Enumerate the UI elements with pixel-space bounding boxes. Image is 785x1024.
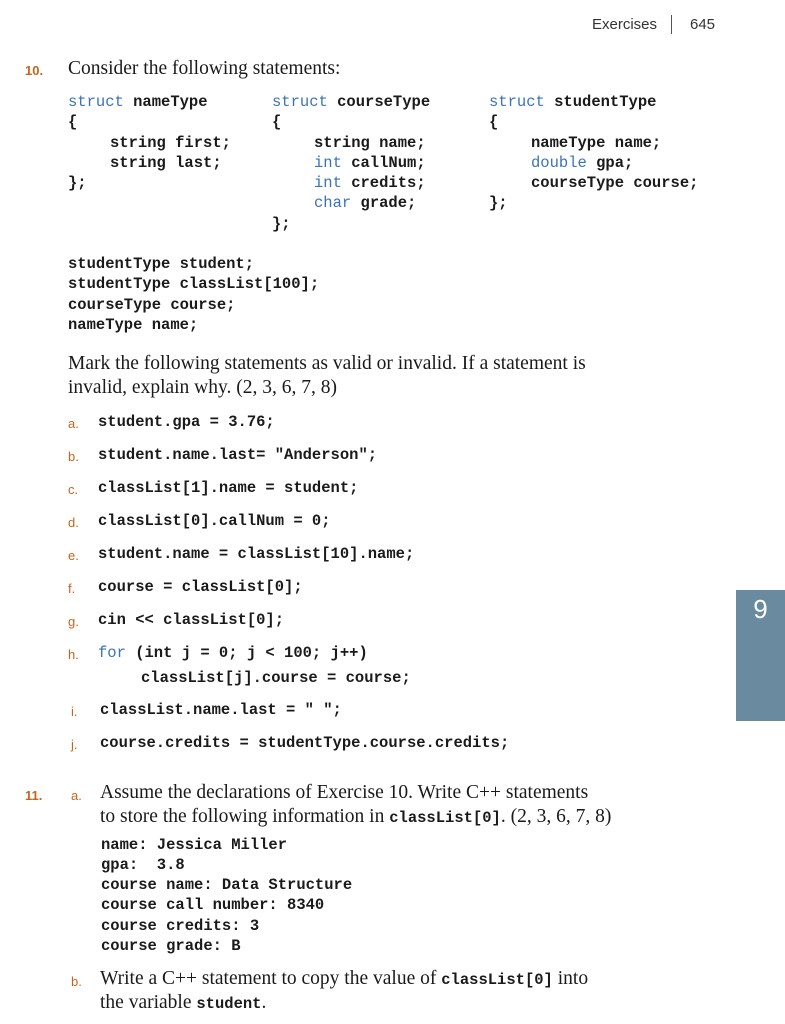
keyword: double	[531, 154, 587, 172]
item-letter: d.	[68, 515, 79, 530]
item-code: cin << classList[0];	[98, 611, 285, 629]
inline-code: classList[0]	[441, 971, 553, 989]
info-line: course name: Data Structure	[101, 876, 353, 894]
declaration: courseType course;	[68, 296, 236, 314]
exercise-10-number: 10.	[25, 63, 44, 78]
item-code: classList[j].course = course;	[141, 669, 411, 687]
item-code: student.gpa = 3.76;	[98, 413, 275, 431]
member-last: string last;	[110, 154, 222, 172]
keyword: int	[314, 174, 342, 192]
item-code	[98, 644, 368, 662]
close-brace: };	[68, 174, 87, 192]
exercise-11a-line-2	[100, 806, 611, 828]
info-line: gpa: 3.8	[101, 856, 185, 874]
item-letter: b.	[71, 974, 82, 989]
keyword: for	[98, 644, 126, 662]
item-letter: h.	[68, 647, 79, 662]
declaration: studentType classList[100];	[68, 275, 320, 293]
instructions-line-1: Mark the following statements as valid or invalid. If a statement is	[68, 353, 586, 374]
keyword: struct	[489, 93, 545, 111]
text: the variable	[100, 992, 197, 1013]
item-letter: a.	[71, 788, 82, 803]
member-gpa	[531, 154, 633, 172]
running-header-title: Exercises	[592, 16, 658, 33]
info-line: course call number: 8340	[101, 896, 325, 914]
member-name: nameType name;	[531, 134, 662, 152]
member-first: string first;	[110, 134, 231, 152]
chapter-tab-label: 9	[753, 594, 768, 624]
keyword: char	[314, 194, 352, 212]
exercise-10-intro: Consider the following statements:	[68, 58, 341, 79]
item-code: course.credits = studentType.course.credits;	[100, 734, 510, 752]
header-separator	[671, 15, 672, 34]
item-letter: i.	[71, 704, 78, 719]
member-text: callNum;	[341, 154, 426, 172]
exercise-11-number: 11.	[25, 788, 43, 803]
member-name: string name;	[314, 134, 426, 152]
text: into	[552, 968, 589, 989]
text: Write a C++ statement to copy the value of	[100, 968, 442, 989]
item-letter: g.	[68, 614, 79, 629]
item-code: classList[1].name = student;	[98, 479, 359, 497]
info-line: course grade: B	[101, 937, 241, 955]
struct-nametype-header	[68, 93, 208, 111]
chapter-tab	[736, 590, 785, 721]
type-name: nameType	[123, 93, 208, 111]
exercise-11b-line-1	[100, 968, 588, 990]
item-code: classList.name.last = " ";	[100, 701, 342, 719]
member-text: gpa;	[586, 154, 634, 172]
exercise-11b-line-2	[100, 992, 266, 1014]
member-text: grade;	[351, 194, 417, 212]
item-letter: e.	[68, 548, 79, 563]
item-code: student.name.last= "Anderson";	[98, 446, 378, 464]
item-letter: j.	[71, 737, 78, 752]
member-callnum	[314, 154, 426, 172]
struct-studenttype-header	[489, 93, 656, 111]
info-line: name: Jessica Miller	[101, 836, 288, 854]
declaration: studentType student;	[68, 255, 255, 273]
member-credits	[314, 174, 426, 192]
info-line: course credits: 3	[101, 917, 260, 935]
member-grade	[314, 194, 416, 212]
declaration: nameType name;	[68, 316, 199, 334]
item-letter: f.	[68, 581, 76, 596]
keyword: struct	[68, 93, 124, 111]
item-letter: c.	[68, 482, 79, 497]
item-code: course = classList[0];	[98, 578, 303, 596]
member-text: credits;	[341, 174, 426, 192]
page-number: 645	[690, 16, 716, 33]
close-brace: };	[272, 215, 291, 233]
item-letter: b.	[68, 449, 79, 464]
inline-code: student	[196, 995, 262, 1013]
open-brace: {	[68, 113, 78, 131]
type-name: courseType	[327, 93, 431, 111]
exercise-11a-line-1: Assume the declarations of Exercise 10. Write C++ statements	[100, 782, 589, 803]
text: . (2, 3, 6, 7, 8)	[500, 806, 612, 827]
open-brace: {	[489, 113, 499, 131]
struct-coursetype-header	[272, 93, 430, 111]
type-name: studentType	[544, 93, 657, 111]
keyword: int	[314, 154, 342, 172]
text: .	[261, 992, 267, 1013]
keyword: struct	[272, 93, 328, 111]
close-brace: };	[489, 194, 508, 212]
item-code: classList[0].callNum = 0;	[98, 512, 331, 530]
item-letter: a.	[68, 416, 79, 431]
open-brace: {	[272, 113, 282, 131]
inline-code: classList[0]	[389, 809, 501, 827]
code-text: (int j = 0; j < 100; j++)	[125, 644, 368, 662]
item-code: student.name = classList[10].name;	[98, 545, 415, 563]
text: to store the following information in	[100, 806, 390, 827]
member-course: courseType course;	[531, 174, 699, 192]
instructions-line-2: invalid, explain why. (2, 3, 6, 7, 8)	[68, 377, 337, 398]
